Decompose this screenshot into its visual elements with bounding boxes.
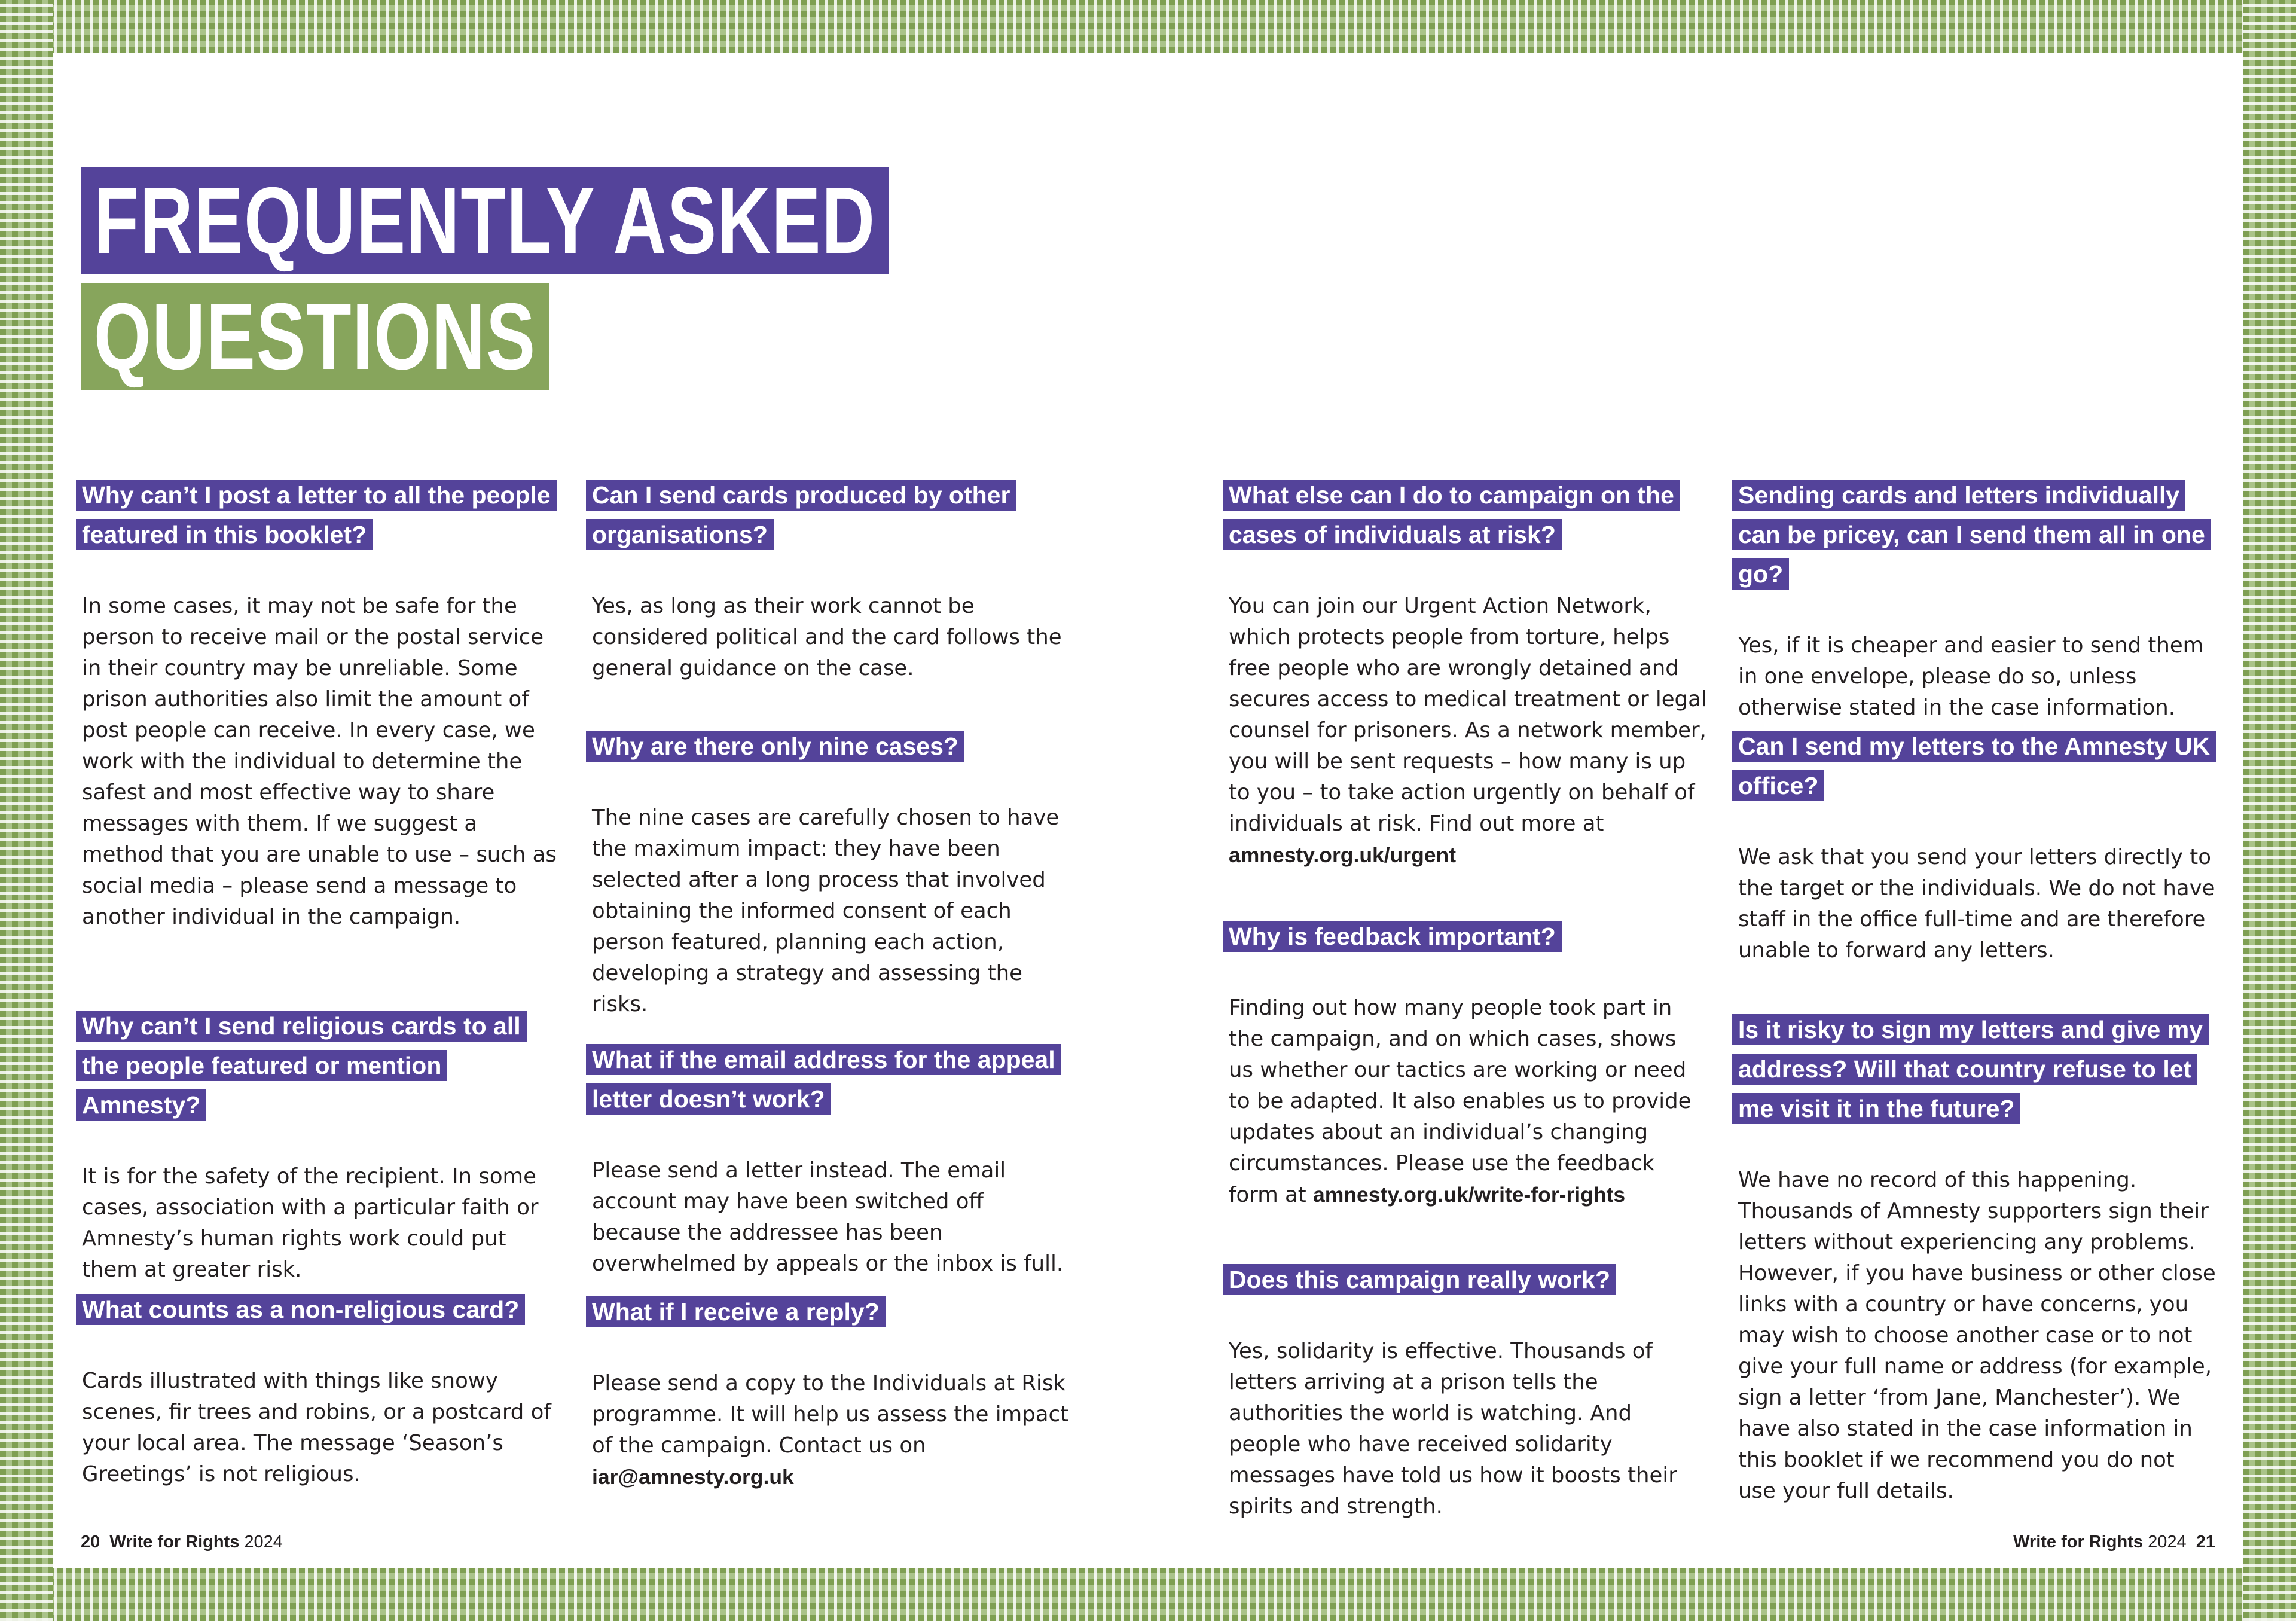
faq-answer: Yes, solidarity is effective. Thousands of letters arriving at a prison tells the authorities the world is watching. And people who have received solidarity messages have told us how it boosts their spirits and strength. xyxy=(1229,1339,1677,1519)
faq-item xyxy=(76,1293,560,1490)
publication-name: Write for Rights xyxy=(2013,1533,2144,1552)
publication-year: 2024 xyxy=(2148,1533,2187,1552)
faq-answer: The nine cases are carefully chosen to have the maximum impact: they have been selected after a long process that involved obtaining the informed consent of each person featured, planning each action, developing a strategy and assessing the risks. xyxy=(592,805,1060,1016)
faq-question: Why can’t I send religious cards to all the people featured or mention Amnesty? xyxy=(76,1011,527,1121)
faq-item xyxy=(586,1295,1070,1493)
faq-answer: We ask that you send your letters directly to the target or the individuals. We do not have staff in the office full-time and are therefore unable to forward any letters. xyxy=(1738,845,2215,963)
faq-item xyxy=(1223,1263,1707,1522)
faq-answer: Yes, if it is cheaper and easier to send them in one envelope, please do so, unless otherwise stated in the case information. xyxy=(1738,633,2204,720)
decorative-border-top xyxy=(0,0,2296,53)
faq-question: Can I send cards produced by other organisations? xyxy=(586,480,1016,550)
faq-answer: In some cases, it may not be safe for the person to receive mail or the postal service in their country may be unreliable. Some prison authorities also limit the amount of post people can receive. In every case, we work with the individual to determine the safest and most effective way to share messages with them. If we suggest a method that you are unable to use – such as social media – please send a message to another individual in the campaign. xyxy=(82,594,557,929)
faq-item xyxy=(1223,478,1707,871)
faq-answer: Finding out how many people took part in the campaign, and on which cases, shows us whether our tactics are working or need to be adapted. It also enables us to provide updates about an individual’s changing circumstances. Please use the feedback form at amnesty.org.uk/write-for-rights xyxy=(1229,996,1692,1207)
faq-question: Why is feedback important? xyxy=(1223,921,1562,952)
faq-question: What if I receive a reply? xyxy=(586,1296,886,1327)
url-link: amnesty.org.uk/write-for-rights xyxy=(1313,1183,1626,1207)
faq-column-2 xyxy=(586,478,1070,1489)
faq-question: What if the email address for the appeal letter doesn’t work? xyxy=(586,1044,1061,1115)
faq-answer: Please send a letter instead. The email account may have been switched off because the addressee has been overwhelmed by appeals or the inbox is full. xyxy=(592,1158,1064,1276)
faq-column-1 xyxy=(76,478,560,1486)
faq-question: Why are there only nine cases? xyxy=(586,731,964,762)
page-number-left: 20 xyxy=(81,1533,100,1552)
email-link: iar@amnesty.org.uk xyxy=(592,1465,794,1489)
faq-question: Sending cards and letters individually can be pricey, can I send them all in one go? xyxy=(1732,480,2211,590)
footer-right xyxy=(2013,1533,2215,1552)
faq-answer: We have no record of this happening. Thousands of Amnesty supporters sign their letters without experiencing any problems. However, if you have business or other close links with a country or have concerns, you may wish to choose another case or to not give your full name or address (for example, sign a letter ‘from Jane, Manchester’). We have also stated in the case information in this booklet if we recommend you do not use your full details. xyxy=(1738,1168,2216,1503)
faq-question: Why can’t I post a letter to all the people featured in this booklet? xyxy=(76,480,557,550)
faq-question: Is it risky to sign my letters and give my address? Will that country refuse to let me visit it in the future? xyxy=(1732,1014,2209,1124)
faq-item xyxy=(1732,478,2216,724)
footer-left xyxy=(81,1533,283,1552)
faq-answer: Please send a copy to the Individuals at Risk programme. It will help us assess the impact of the campaign. Contact us on iar@amnesty.org.uk xyxy=(592,1371,1068,1489)
faq-question: What counts as a non-religious card? xyxy=(76,1294,525,1325)
faq-item xyxy=(586,478,1070,684)
faq-item xyxy=(586,729,1070,1020)
decorative-border-left xyxy=(0,0,53,1621)
publication-name: Write for Rights xyxy=(109,1533,240,1552)
page-title xyxy=(81,167,1117,390)
faq-item xyxy=(1732,1013,2216,1507)
faq-answer: You can join our Urgent Action Network, which protects people from torture, helps free people who are wrongly detained and secures access to medical treatment or legal counsel for prisoners. As a network member, you will be sent requests – how many is up to you – to take action urgently on behalf of individuals at risk. Find out more at amnesty.org.uk/urgent xyxy=(1229,594,1707,867)
publication-year: 2024 xyxy=(244,1533,283,1552)
decorative-border-bottom xyxy=(0,1568,2296,1621)
faq-question: Does this campaign really work? xyxy=(1223,1264,1616,1295)
faq-item xyxy=(76,1009,560,1286)
faq-question: Can I send my letters to the Amnesty UK office? xyxy=(1732,731,2216,801)
faq-item xyxy=(1732,729,2216,966)
faq-answer: Yes, as long as their work cannot be considered political and the card follows the general guidance on the case. xyxy=(592,594,1062,680)
decorative-border-right xyxy=(2243,0,2296,1621)
title-line-1: FREQUENTLY ASKED xyxy=(81,167,889,274)
faq-column-4 xyxy=(1732,478,2216,1503)
faq-item xyxy=(76,478,560,933)
faq-question: What else can I do to campaign on the cases of individuals at risk? xyxy=(1223,480,1680,550)
title-line-2: QUESTIONS xyxy=(81,283,549,390)
faq-item xyxy=(586,1043,1070,1280)
faq-item xyxy=(1223,920,1707,1211)
faq-column-3 xyxy=(1223,478,1707,1519)
page-number-right: 21 xyxy=(2196,1533,2215,1552)
faq-answer: Cards illustrated with things like snowy scenes, fir trees and robins, or a postcard of your local area. The message ‘Season’s Greetings’ is not religious. xyxy=(82,1369,551,1486)
url-link: amnesty.org.uk/urgent xyxy=(1229,843,1457,867)
faq-answer: It is for the safety of the recipient. In some cases, association with a particular faith or Amnesty’s human rights work could put them at greater risk. xyxy=(82,1164,539,1282)
